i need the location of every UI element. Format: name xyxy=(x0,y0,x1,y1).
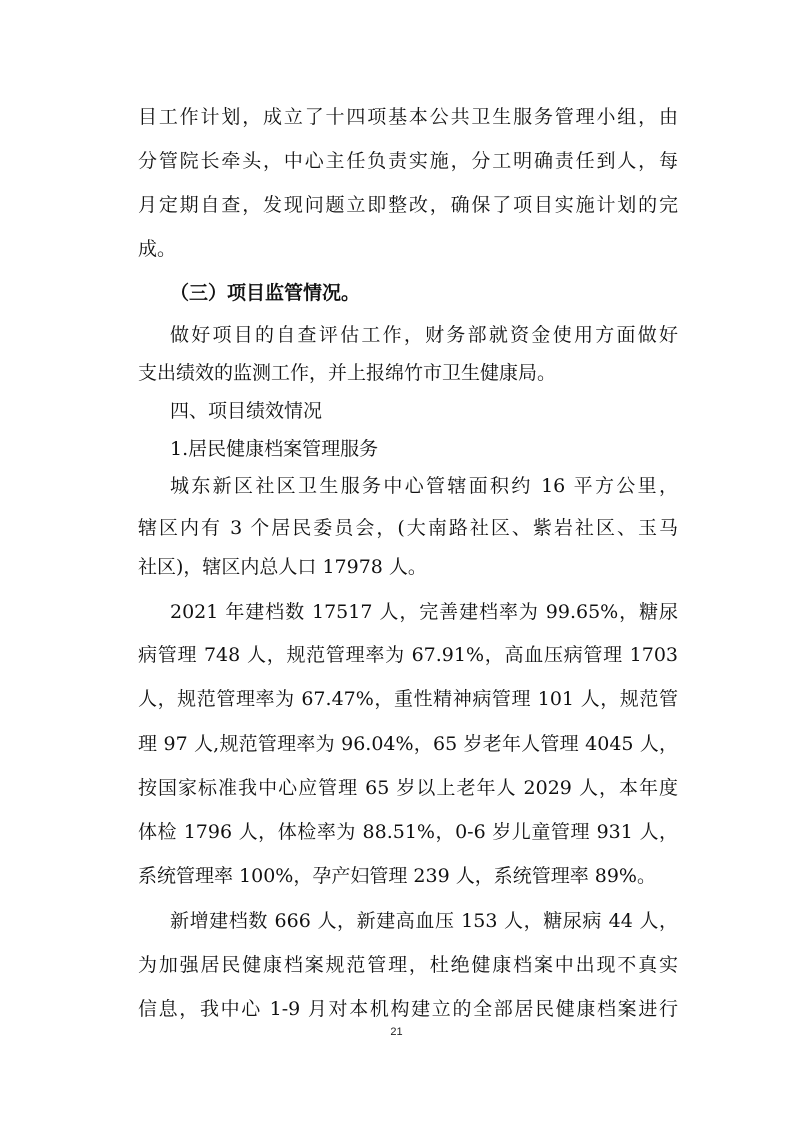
paragraph-4-line-7: 系统管理率 100%，孕产妇管理 239 人，系统管理率 89%。 xyxy=(138,865,656,887)
paragraph-1-line-4: 成。 xyxy=(138,238,177,260)
section-heading-3: （三）项目监管情况。 xyxy=(170,282,361,304)
paragraph-5-line-3: 信息，我中心 1-9 月对本机构建立的全部居民健康档案进行 xyxy=(138,998,678,1020)
paragraph-4-line-2: 病管理 748 人，规范管理率为 67.91%，高血压病管理 1703 xyxy=(138,644,678,666)
paragraph-5-line-2: 为加强居民健康档案规范管理，杜绝健康档案中出现不真实 xyxy=(138,954,678,976)
paragraph-5-line-1: 新增建档数 666 人，新建高血压 153 人，糖尿病 44 人， xyxy=(170,910,678,932)
paragraph-4-line-4: 理 97 人,规范管理率为 96.04%，65 岁老年人管理 4045 人， xyxy=(138,733,678,755)
paragraph-1-line-1: 目工作计划，成立了十四项基本公共卫生服务管理小组，由 xyxy=(138,106,678,128)
paragraph-1-line-3: 月定期自查，发现问题立即整改，确保了项目实施计划的完 xyxy=(138,194,678,216)
paragraph-4-line-5: 按国家标准我中心应管理 65 岁以上老年人 2029 人，本年度 xyxy=(138,777,678,799)
paragraph-4-line-6: 体检 1796 人，体检率为 88.51%，0-6 岁儿童管理 931 人， xyxy=(138,821,678,843)
paragraph-2-line-1: 做好项目的自查评估工作，财务部就资金使用方面做好 xyxy=(170,324,678,346)
paragraph-3-line-1: 城东新区社区卫生服务中心管辖面积约 16 平方公里， xyxy=(170,475,678,497)
paragraph-4-line-1: 2021 年建档数 17517 人，完善建档率为 99.65%，糖尿 xyxy=(170,601,678,623)
paragraph-1-line-2: 分管院长牵头，中心主任负责实施，分工明确责任到人，每 xyxy=(138,150,678,172)
paragraph-2-line-2: 支出绩效的监测工作，并上报绵竹市卫生健康局。 xyxy=(138,362,557,384)
section-heading-4: 四、项目绩效情况 xyxy=(170,400,323,422)
paragraph-4-line-3: 人，规范管理率为 67.47%，重性精神病管理 101 人，规范管 xyxy=(138,688,678,710)
subheading-1: 1.居民健康档案管理服务 xyxy=(170,438,379,460)
paragraph-3-line-3: 社区)，辖区内总人口 17978 人。 xyxy=(138,556,427,578)
paragraph-3-line-2: 辖区内有 3 个居民委员会，(大南路社区、紫岩社区、玉马 xyxy=(138,517,678,539)
page-number: 21 xyxy=(390,1026,403,1038)
